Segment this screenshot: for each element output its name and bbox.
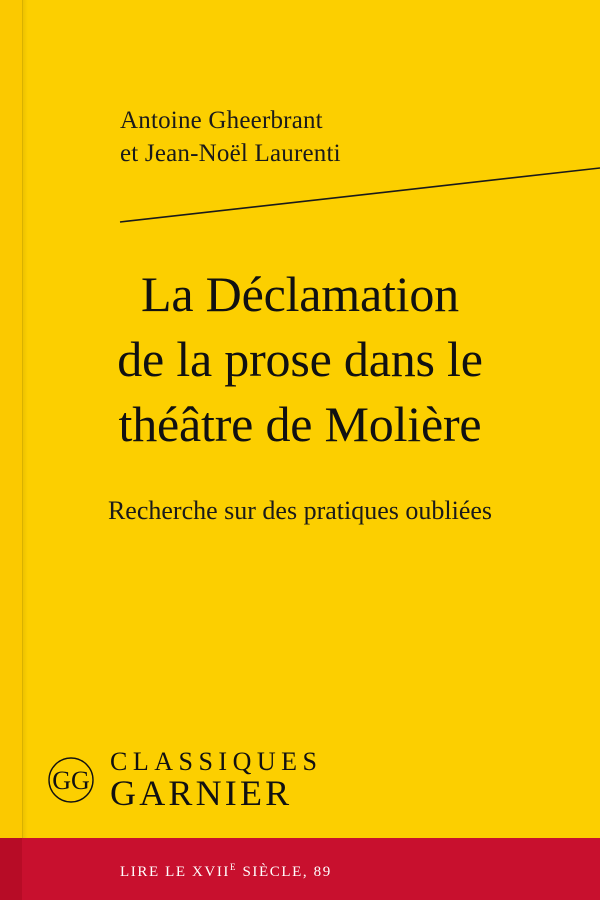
author-block [120, 104, 540, 170]
collection-band-spine [0, 838, 22, 900]
garnier-monogram-icon [48, 757, 94, 803]
collection-suffix: SIÈCLE, 89 [237, 864, 332, 880]
title-line-2: de la prose dans le [117, 331, 483, 387]
publisher-line-2: GARNIER [110, 773, 293, 814]
title-line-3: théâtre de Molière [118, 396, 482, 452]
title-line-1: La Déclamation [141, 266, 459, 322]
book-subtitle: Recherche sur des pratiques oubliées [107, 496, 493, 525]
author-line-1: Antoine Gheerbrant [120, 107, 323, 134]
book-title [60, 262, 540, 457]
cover-spine-strip [0, 0, 23, 900]
collection-name: LIRE LE XVII [120, 864, 231, 880]
cover-spine-shadow [22, 0, 28, 900]
collection-ordinal: E [230, 862, 238, 872]
publisher-name [110, 748, 322, 812]
svg-text:GG: GG [52, 766, 90, 796]
author-line-2: et Jean-Noël Laurenti [120, 140, 341, 167]
collection-label [120, 862, 332, 881]
publisher-logo [48, 748, 322, 812]
publisher-line-1: CLASSIQUES [110, 747, 323, 776]
